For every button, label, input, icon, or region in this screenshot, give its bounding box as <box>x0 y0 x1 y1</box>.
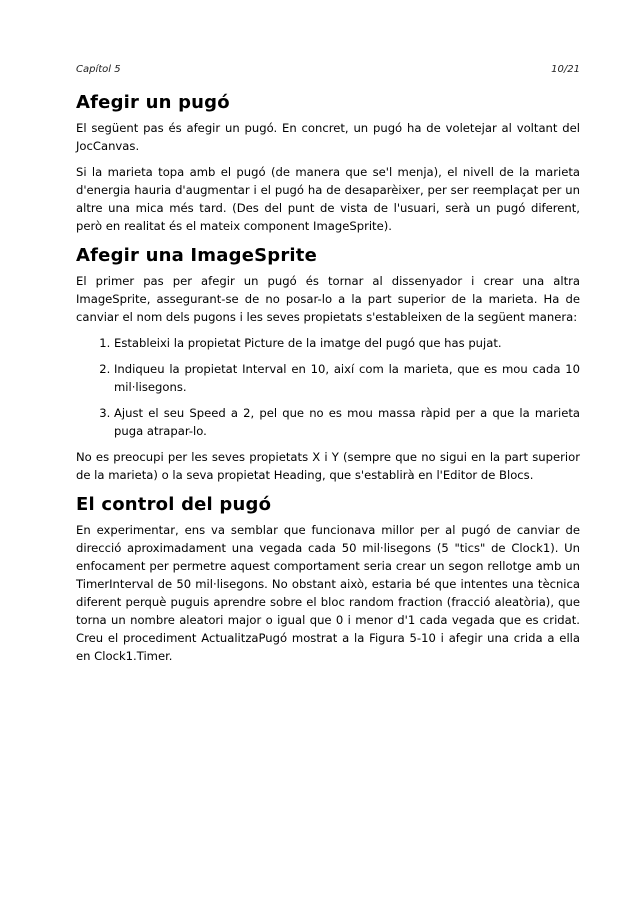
chapter-label: Capítol 5 <box>76 64 121 75</box>
section-heading: El control del pugó <box>76 494 272 515</box>
list-item: 1. Estableixi la propietat Picture de la imatge del pugó que has pujat. <box>114 334 580 352</box>
page-content <box>76 92 580 673</box>
list-item: 2. Indiqueu la propietat Interval en 10, així com la marieta, que es mou cada 10 mil·lisegons. <box>114 360 580 396</box>
steps-list <box>76 334 580 440</box>
paragraph: Si la marieta topa amb el pugó (de manera que se'l menja), el nivell de la marieta d'energia hauria d'augmentar i el pugó ha de desaparèixer, per ser reemplaçat per un altre una mica més tard. (Des del punt de vista de l'usuari, serà un pugó diferent, però en realitat és el mateix component ImageSprite). <box>76 165 580 233</box>
page-number: 10/21 <box>551 64 580 75</box>
paragraph: El següent pas és afegir un pugó. En concret, un pugó ha de voletejar al voltant del JocCanvas. <box>76 121 580 153</box>
paragraph: El primer pas per afegir un pugó és tornar al dissenyador i crear una altra ImageSprite, assegurant-se de no posar-lo a la part superior de la marieta. Ha de canviar el nom dels pugons i les seves propietats s'estableixen de la següent manera: <box>76 274 580 324</box>
section-control-pugo <box>76 494 580 665</box>
paragraph: En experimentar, ens va semblar que funcionava millor per al pugó de canviar de direcció aproximadament una vegada cada 50 mil·lisegons (5 "tics" de Clock1). Un enfocament per permetre aquest comportament seria crear un segon rellotge amb un TimerInterval de 50 mil·lisegons. No obstant això, estaria bé que intentes una tècnica diferent perquè puguis aprendre sobre el bloc random fraction (fracció aleatòria), que torna un nombre aleatori major o igual que 0 i menor d'1 cada vegada que es cridat. Creu el procediment ActualitzaPugó mostrat a la Figura 5-10 i afegir una crida a ella en Clock1.Timer. <box>76 523 580 663</box>
section-heading: Afegir un pugó <box>76 92 230 113</box>
section-afegir-pugo <box>76 92 580 235</box>
page-header <box>76 64 580 75</box>
paragraph: No es preocupi per les seves propietats X i Y (sempre que no sigui en la part superior de la marieta) o la seva propietat Heading, que s'establirà en l'Editor de Blocs. <box>76 450 580 482</box>
list-item: 3. Ajust el seu Speed a 2, pel que no es mou massa ràpid per a que la marieta puga atrapar-lo. <box>114 404 580 440</box>
section-heading: Afegir una ImageSprite <box>76 245 318 266</box>
section-afegir-imagesprite <box>76 245 580 484</box>
